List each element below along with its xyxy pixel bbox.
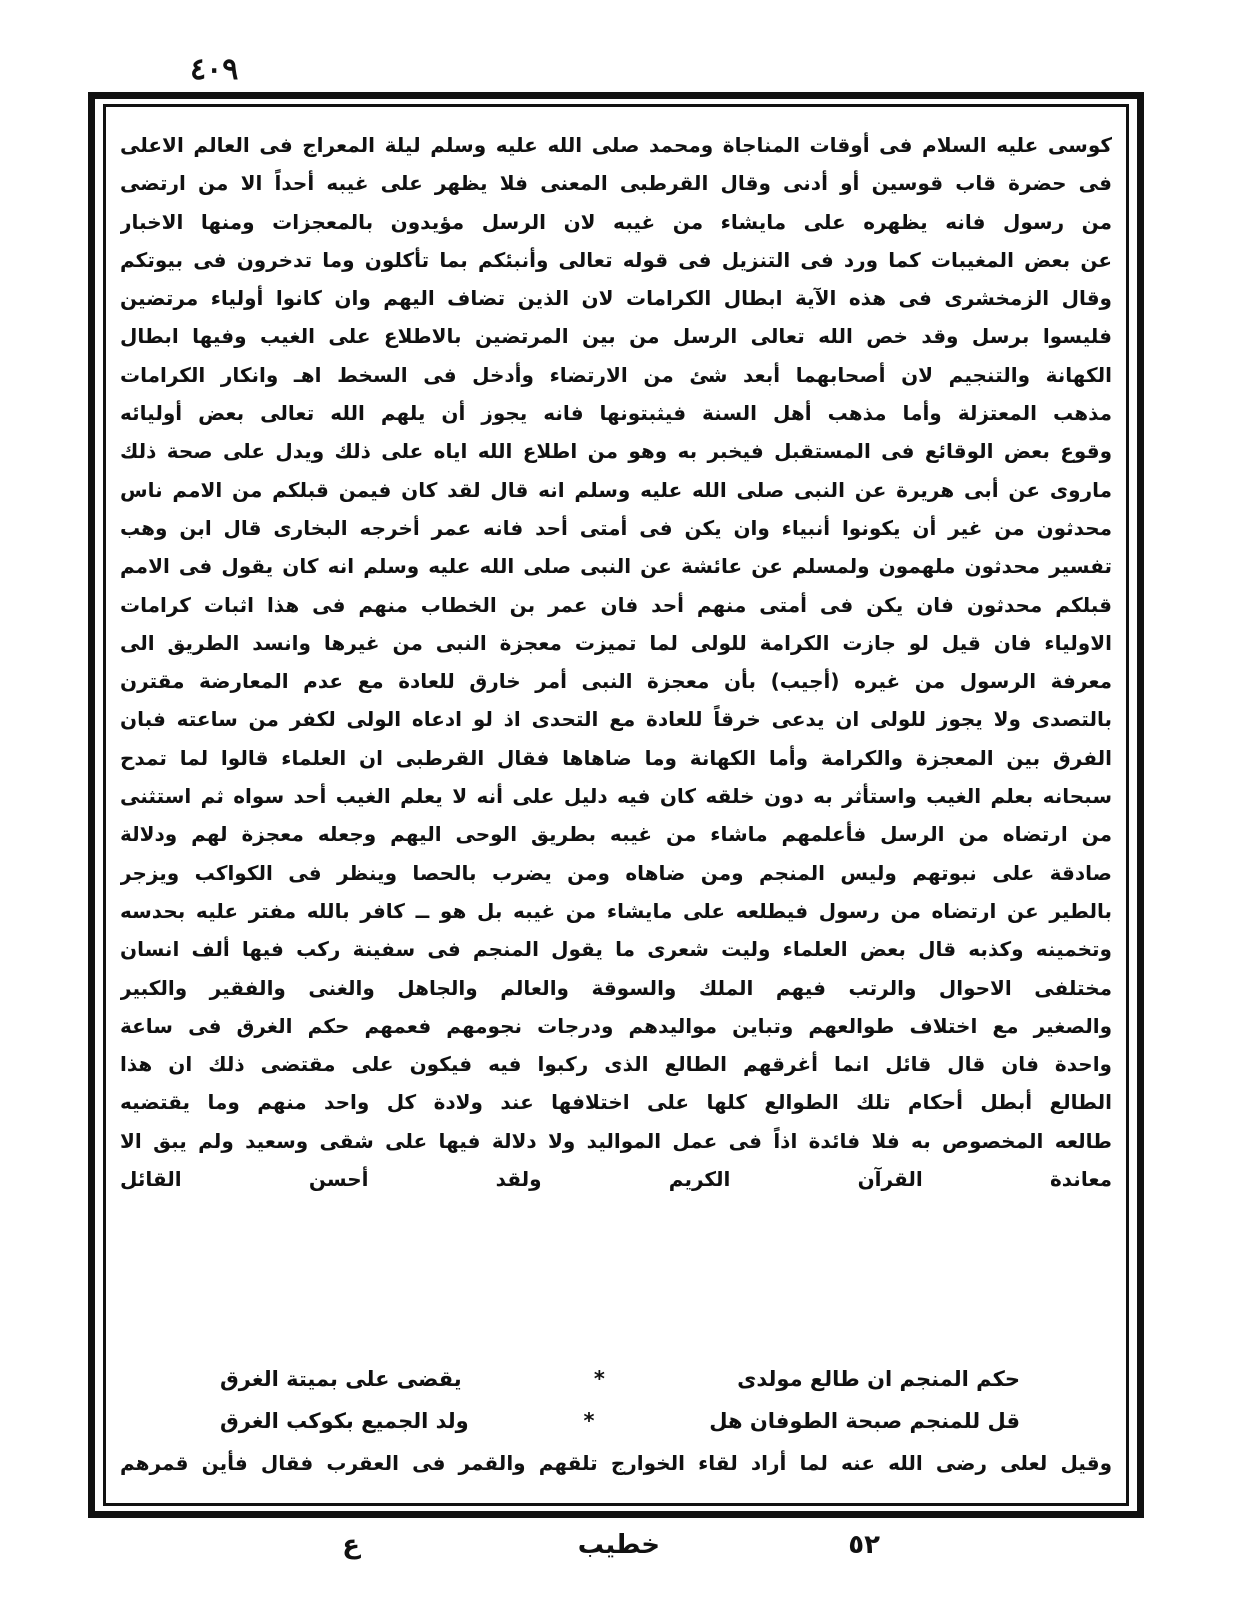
main-text-block [120,126,1112,1198]
footer-signature-mark: ٥٢ [848,1530,880,1560]
poetry-verses [220,1358,1020,1442]
text-line: تفسير محدثون ملهمون ولمسلم عن عائشة عن النبى صلى الله عليه وسلم انه كان يقول فى الامم [120,554,1112,579]
verse-first-hemistich: قل للمنجم صبحة الطوفان هل [709,1409,1020,1433]
text-line: معرفة الرسول من غيره (أجيب) بأن معجزة النبى أمر خارق للعادة مع عدم المعارضة مقترن [120,669,1112,694]
text-line: الاولياء فان قيل لو جازت الكرامة للولى لما تميزت معجزة النبى من غيرها وانسد الطريق الى [120,630,1112,655]
text-line: كوسى عليه السلام فى أوقات المناجاة ومحمد صلى الله عليه وسلم ليلة المعراج فى العالم الاعلى [120,133,1112,157]
text-line: بالتصدى ولا يجوز للولى ان يدعى خرقاً للعادة مع التحدى اذ لو ادعاه الولى لكفر من ساعته فبان [120,707,1112,732]
verse-line [220,1400,1020,1442]
text-line: مختلفى الاحوال والرتب فيهم الملك والسوقة والعالم والجاهل والغنى والفقير والكبير [120,975,1112,1000]
text-line: عن بعض المغيبات كما ورد فى التنزيل فى قوله تعالى وأنبئكم بما تأكلون وما تدخرون فى بيوتكم [120,247,1112,272]
page-footer [300,1530,920,1580]
footer-letter: ع [342,1530,360,1560]
verse-separator: * [593,1367,605,1391]
text-line: بالطير عن ارتضاه من رسول فيطلعه على مايشاء من غيبه بل هو ــ كافر بالله مفتر عليه بحدسه [120,898,1112,923]
closing-text-line: وقيل لعلى رضى الله عنه لما أراد لقاء الخوارج تلقهم والقمر فى العقرب فقال فأين قمرهم [120,1451,1112,1475]
text-line: والصغير مع اختلاف طوالعهم وتباين مواليدهم ودرجات نجومهم فعمهم حكم الغرق فى ساعة [120,1013,1112,1038]
text-line: وتخمينه وكذبه قال بعض العلماء وليت شعرى ما يقول المنجم فى سفينة ركب فيها ألف انسان [120,937,1112,962]
text-line: وقال الزمخشرى فى هذه الآية ابطال الكرامات لان الذين تضاف اليهم وان كانوا أولياء مرتضين [120,286,1112,311]
verse-line [220,1358,1020,1400]
text-line: فى حضرة قاب قوسين أو أدنى وقال القرطبى المعنى فلا يظهر على غيبه أحداً الا من ارتضى [120,171,1112,196]
text-line: فليسوا برسل وقد خص الله تعالى الرسل من بين المرتضين بالاطلاع على الغيب وفيها ابطال [120,324,1112,349]
text-line: قبلكم محدثون فان يكن فى أمتى منهم أحد فان عمر بن الخطاب منهم فى هذا اثبات كرامات [120,592,1112,617]
page-number: ٤٠٩ [190,52,239,87]
text-line: محدثون من غير أن يكونوا أنبياء وان يكن فى أمتى أحد فانه عمر أخرجه البخارى قال ابن وهب [120,515,1112,540]
verse-separator: * [583,1409,595,1433]
text-line: صادقة على نبوتهم وليس المنجم ومن ضاهاه ومن يضرب بالحصا وينظر فى الكواكب ويزجر [120,860,1112,885]
text-line: طالعه المخصوص به فلا فائدة اذاً فى عمل المواليد ولا دلالة فيها على شقى وسعيد ولم يبق الا [120,1128,1112,1153]
verse-second-hemistich: ولد الجميع بكوكب الغرق [220,1409,469,1433]
text-line: من رسول فانه يظهره على مايشاء من غيبه لان الرسل مؤيدون بالمعجزات ومنها الاخبار [120,209,1112,234]
text-line: مذهب المعتزلة وأما مذهب أهل السنة فيثبتونها فانه يجوز أن يلهم الله تعالى بعض أوليائه [120,401,1112,426]
text-line: معاندة القرآن الكريم ولقد أحسن القائل [120,1167,1112,1192]
text-line: الفرق بين المعجزة والكرامة وأما الكهانة وما ضاهاها فقال القرطبى ان العلماء قالوا لما تمدح [120,745,1112,770]
text-line: سبحانه بعلم الغيب واستأثر به دون خلقه كان فيه دليل على أنه لا يعلم الغيب أحد سواه ثم استثنى [120,784,1112,809]
text-line: الكهانة والتنجيم لان أصحابهما أبعد شئ من الارتضاء وأدخل فى السخط اهـ وانكار الكرامات [120,362,1112,387]
text-line: ماروى عن أبى هريرة عن النبى صلى الله عليه وسلم انه قال لقد كان فيمن قبلكم من الامم ناس [120,477,1112,502]
verse-second-hemistich: يقضى على بميتة الغرق [220,1367,462,1391]
verse-first-hemistich: حكم المنجم ان طالع مولدى [737,1367,1020,1391]
text-line: الطالع أبطل أحكام تلك الطوالع كلها على اختلافها عند ولادة كل واحد منهم وما يقتضيه [120,1090,1112,1115]
text-line: واحدة فان قال قائل انما أغرقهم الطالع الذى ركبوا فيه فيكون على مقتضى ذلك ان هذا [120,1052,1112,1077]
text-line: من ارتضاه من الرسل فأعلمهم ماشاء من غيبه بطريق الوحى اليهم وجعله معجزة لهم ودلالة [120,822,1112,847]
text-line: وقوع بعض الوقائع فى المستقبل فيخبر به وهو من اطلاع الله اياه على ذلك ويدل على صحة ذلك [120,439,1112,464]
footer-name: خطيب [577,1530,660,1560]
